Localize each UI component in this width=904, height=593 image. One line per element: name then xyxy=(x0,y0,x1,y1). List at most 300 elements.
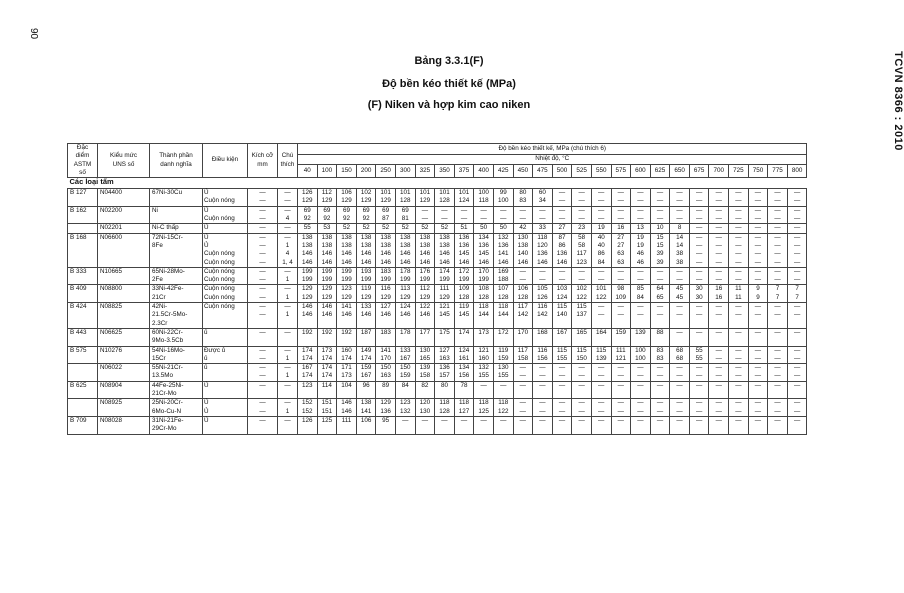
cell-value: 69 92 xyxy=(356,206,376,224)
cell-value: — xyxy=(493,416,513,434)
cell-value: 42 xyxy=(513,224,533,233)
cell-value: — — xyxy=(709,189,729,207)
cell-value: 117 142 xyxy=(513,303,533,329)
cell-value: — — xyxy=(689,206,709,224)
table-row xyxy=(68,206,807,224)
cell-value: — — xyxy=(415,206,435,224)
cell-value: 108 128 xyxy=(474,285,494,303)
cell-note: — xyxy=(278,381,298,399)
table-row xyxy=(68,233,807,267)
cell-value: 55 55 xyxy=(689,346,709,364)
section-label: Các loại tấm xyxy=(68,178,807,189)
cell-value: 19 xyxy=(591,224,611,233)
cell-value: — — xyxy=(709,267,729,285)
cell-value: — xyxy=(729,416,749,434)
cell-value: — — xyxy=(689,303,709,329)
cell-condition: Cuộn nóng xyxy=(203,303,248,329)
cell-uns: N02200 xyxy=(98,206,150,224)
cell-value: 134 136 145 146 xyxy=(474,233,494,267)
header-strength: Độ bền kéo thiết kế, MPa (chú thích 6) xyxy=(298,144,807,155)
cell-value: — xyxy=(552,381,572,399)
cell-value: 111 xyxy=(337,416,357,434)
cell-value: — — xyxy=(435,206,455,224)
cell-value: 119 129 xyxy=(356,285,376,303)
cell-composition: 60Ni-22Cr- 9Mo-3.5Cb xyxy=(150,328,203,346)
temperature-col: 650 xyxy=(670,165,690,178)
cell-value: 69 81 xyxy=(395,206,415,224)
cell-value: — xyxy=(768,328,788,346)
cell-value: — xyxy=(435,416,455,434)
cell-value: — — xyxy=(787,303,807,329)
cell-value: 119 145 xyxy=(454,303,474,329)
cell-value: — — xyxy=(670,206,690,224)
cell-composition: 65Ni-28Mo- 2Fe xyxy=(150,267,203,285)
cell-value: — xyxy=(729,328,749,346)
cell-size: — xyxy=(248,381,278,399)
cell-value: — — xyxy=(591,399,611,417)
cell-value: — — xyxy=(729,267,749,285)
cell-note: — 1 xyxy=(278,285,298,303)
cell-value: 138 141 xyxy=(356,399,376,417)
cell-value: 89 xyxy=(376,381,396,399)
cell-value: 115 150 xyxy=(572,346,592,364)
temperature-col: 500 xyxy=(552,165,572,178)
cell-value: 173 xyxy=(474,328,494,346)
cell-composition: 42Ni- 21.5Cr-5Mo- 2.3Cr xyxy=(150,303,203,329)
cell-note: — 1 4 1, 4 xyxy=(278,233,298,267)
cell-value: 111 121 xyxy=(611,346,631,364)
cell-value: 150 159 xyxy=(395,364,415,382)
cell-value: 11 11 xyxy=(729,285,749,303)
cell-value: — — xyxy=(768,206,788,224)
table-row xyxy=(68,381,807,399)
cell-size: — xyxy=(248,224,278,233)
cell-astm: B 333 xyxy=(68,267,98,285)
cell-value: — — xyxy=(552,206,572,224)
cell-value: — — xyxy=(748,303,768,329)
cell-value: — — xyxy=(689,189,709,207)
cell-value: — — xyxy=(533,206,553,224)
cell-value: — — xyxy=(650,364,670,382)
cell-condition: Ủ Ủ xyxy=(203,399,248,417)
cell-value: 118 128 xyxy=(435,399,455,417)
cell-value: — xyxy=(768,224,788,233)
cell-value: 106 128 xyxy=(513,285,533,303)
cell-value: 133 167 xyxy=(395,346,415,364)
cell-value: — xyxy=(670,328,690,346)
cell-value: — — xyxy=(533,399,553,417)
cell-value: — — xyxy=(709,206,729,224)
cell-value: 174 174 xyxy=(317,364,337,382)
cell-value: — — xyxy=(611,303,631,329)
cell-value: 178 199 xyxy=(395,267,415,285)
cell-value: — xyxy=(670,381,690,399)
temperature-col: 625 xyxy=(650,165,670,178)
cell-astm: B 709 xyxy=(68,416,98,434)
cell-value: 124 146 xyxy=(395,303,415,329)
cell-value: — — xyxy=(591,364,611,382)
cell-value: 13 xyxy=(631,224,651,233)
cell-value: — — xyxy=(670,267,690,285)
cell-value: — — xyxy=(768,399,788,417)
cell-value: 87 86 136 146 xyxy=(552,233,572,267)
temperature-col: 725 xyxy=(729,165,749,178)
cell-value: 106 xyxy=(356,416,376,434)
cell-value: — — xyxy=(611,364,631,382)
cell-value: 115 155 xyxy=(552,346,572,364)
cell-value: 118 120 136 146 xyxy=(533,233,553,267)
cell-value: 129 129 xyxy=(317,285,337,303)
cell-uns: N04400 xyxy=(98,189,150,207)
cell-condition: Ủ xyxy=(203,416,248,434)
cell-size: — — xyxy=(248,346,278,364)
cell-value: — — xyxy=(768,267,788,285)
cell-value: 52 xyxy=(356,224,376,233)
cell-value: 138 138 146 146 xyxy=(298,233,318,267)
cell-value: 52 xyxy=(415,224,435,233)
cell-value: — — xyxy=(670,364,690,382)
cell-value: 80 83 xyxy=(513,189,533,207)
cell-value: — — — — xyxy=(689,233,709,267)
cell-value: — — xyxy=(748,267,768,285)
cell-value: — xyxy=(474,381,494,399)
cell-value: 23 xyxy=(572,224,592,233)
cell-value: — — xyxy=(748,346,768,364)
cell-value: 30 30 xyxy=(689,285,709,303)
cell-value: 118 127 xyxy=(454,399,474,417)
cell-value: 127 146 xyxy=(376,303,396,329)
cell-astm: B 409 xyxy=(68,285,98,303)
cell-value: — — xyxy=(493,206,513,224)
cell-size: — xyxy=(248,328,278,346)
cell-value: — — xyxy=(572,267,592,285)
cell-uns: N08904 xyxy=(98,381,150,399)
cell-note: — — xyxy=(278,189,298,207)
cell-value: 50 xyxy=(474,224,494,233)
cell-value: 101 128 xyxy=(435,189,455,207)
cell-value: — — xyxy=(533,364,553,382)
table-number: Bảng 3.3.1(F) xyxy=(414,55,484,67)
cell-value: 102 122 xyxy=(572,285,592,303)
cell-note: — xyxy=(278,224,298,233)
cell-value: 152 152 xyxy=(298,399,318,417)
cell-value: — — xyxy=(611,399,631,417)
cell-uns: N10276 xyxy=(98,346,150,364)
cell-value: — xyxy=(729,381,749,399)
cell-value: — — xyxy=(572,189,592,207)
cell-value: — — — — xyxy=(748,233,768,267)
cell-value: 104 xyxy=(337,381,357,399)
cell-composition: 67Ni-30Cu xyxy=(150,189,203,207)
cell-note: — xyxy=(278,328,298,346)
cell-value: — — xyxy=(768,189,788,207)
cell-note: — 1 xyxy=(278,267,298,285)
cell-value: — — xyxy=(552,364,572,382)
cell-value: 138 138 146 146 xyxy=(376,233,396,267)
cell-value: — — xyxy=(474,206,494,224)
cell-value: 170 xyxy=(513,328,533,346)
cell-value: 130 138 140 146 xyxy=(513,233,533,267)
cell-value: — xyxy=(689,381,709,399)
cell-value: — xyxy=(670,416,690,434)
cell-value: 114 xyxy=(317,381,337,399)
cell-value: — — xyxy=(729,399,749,417)
cell-value: 193 199 xyxy=(356,267,376,285)
cell-value: 52 xyxy=(435,224,455,233)
cell-value: — — xyxy=(611,267,631,285)
cell-value: 16 xyxy=(611,224,631,233)
temperature-col: 775 xyxy=(768,165,788,178)
cell-value: — xyxy=(709,328,729,346)
cell-size: — — xyxy=(248,189,278,207)
cell-value: — — xyxy=(689,364,709,382)
temperature-col: 600 xyxy=(631,165,651,178)
cell-uns: N02201 xyxy=(98,224,150,233)
cell-value: — — xyxy=(709,364,729,382)
cell-uns: N08925 xyxy=(98,399,150,417)
header-size: Kích cỡ mm xyxy=(248,144,278,178)
cell-value: 8 xyxy=(670,224,690,233)
cell-value: — — xyxy=(631,189,651,207)
cell-value: — — xyxy=(670,189,690,207)
cell-value: 138 138 146 146 xyxy=(356,233,376,267)
cell-value: 69 87 xyxy=(376,206,396,224)
cell-value: 160 174 xyxy=(337,346,357,364)
table-row xyxy=(68,285,807,303)
cell-condition: Ủ Ủ Cuộn nóng Cuộn nóng xyxy=(203,233,248,267)
cell-value: — — xyxy=(650,267,670,285)
cell-value: 52 xyxy=(337,224,357,233)
cell-condition: ủ xyxy=(203,364,248,382)
cell-value: 138 138 146 146 xyxy=(435,233,455,267)
cell-value: — xyxy=(552,416,572,434)
cell-value: 149 174 xyxy=(356,346,376,364)
cell-astm xyxy=(68,224,98,233)
cell-composition: 31Ni-21Fe- 29Cr-Mo xyxy=(150,416,203,434)
cell-value: 170 199 xyxy=(474,267,494,285)
cell-value: 7 7 xyxy=(768,285,788,303)
cell-value: 187 xyxy=(356,328,376,346)
cell-value: — — xyxy=(729,189,749,207)
cell-value: — — xyxy=(787,346,807,364)
header-temperature: Nhiệt độ, °C xyxy=(298,154,807,165)
cell-value: 136 157 xyxy=(435,364,455,382)
cell-value: — xyxy=(533,416,553,434)
cell-value: — — xyxy=(631,399,651,417)
cell-value: 10 xyxy=(650,224,670,233)
temperature-col: 400 xyxy=(474,165,494,178)
cell-value: 50 xyxy=(493,224,513,233)
cell-value: 138 138 146 146 xyxy=(317,233,337,267)
temperature-col: 800 xyxy=(787,165,807,178)
cell-value: — — xyxy=(513,267,533,285)
cell-value: 129 136 xyxy=(376,399,396,417)
table-title: Độ bền kéo thiết kế (MPa) xyxy=(382,78,516,90)
cell-value: — xyxy=(650,416,670,434)
cell-size: — — xyxy=(248,399,278,417)
cell-value: 88 xyxy=(650,328,670,346)
cell-value: 117 158 xyxy=(513,346,533,364)
cell-condition: Được ủ ủ xyxy=(203,346,248,364)
cell-value: 192 xyxy=(317,328,337,346)
cell-value: 106 129 xyxy=(337,189,357,207)
temperature-col: 425 xyxy=(493,165,513,178)
cell-value: — — xyxy=(768,303,788,329)
cell-value: — xyxy=(787,328,807,346)
cell-value: 126 129 xyxy=(298,189,318,207)
cell-value: — xyxy=(572,416,592,434)
cell-value: 101 128 xyxy=(395,189,415,207)
cell-value: 178 xyxy=(395,328,415,346)
temperature-col: 450 xyxy=(513,165,533,178)
cell-value: — — xyxy=(729,346,749,364)
cell-astm xyxy=(68,364,98,382)
cell-value: — xyxy=(729,224,749,233)
header-astm: Đặc diểm ASTM số xyxy=(68,144,98,178)
cell-uns: N08028 xyxy=(98,416,150,434)
cell-astm: B 168 xyxy=(68,233,98,267)
temperature-col: 350 xyxy=(435,165,455,178)
temperature-col: 300 xyxy=(395,165,415,178)
cell-value: 82 xyxy=(415,381,435,399)
cell-value: 16 16 xyxy=(709,285,729,303)
cell-value: — — xyxy=(787,267,807,285)
cell-value: — xyxy=(493,381,513,399)
design-strength-table xyxy=(67,143,807,435)
cell-value: 125 xyxy=(317,416,337,434)
cell-value: — — xyxy=(591,206,611,224)
cell-value: — — xyxy=(591,267,611,285)
cell-value: 172 199 xyxy=(454,267,474,285)
cell-value: 167 xyxy=(552,328,572,346)
cell-value: 136 136 145 146 xyxy=(454,233,474,267)
cell-value: — xyxy=(631,416,651,434)
cell-value: — — xyxy=(631,303,651,329)
cell-value: — xyxy=(591,381,611,399)
cell-value: 123 xyxy=(298,381,318,399)
cell-value: 109 128 xyxy=(454,285,474,303)
cell-value: — xyxy=(631,381,651,399)
cell-value: 27 27 63 63 xyxy=(611,233,631,267)
temperature-col: 750 xyxy=(748,165,768,178)
cell-composition: 55Ni-21Cr- 13.5Mo xyxy=(150,364,203,382)
cell-value: 19 19 46 46 xyxy=(631,233,651,267)
cell-value: 53 xyxy=(317,224,337,233)
cell-value: — xyxy=(513,381,533,399)
cell-value: — xyxy=(709,381,729,399)
cell-value: — xyxy=(709,416,729,434)
cell-value: — — xyxy=(611,189,631,207)
cell-value: 45 45 xyxy=(670,285,690,303)
cell-uns: N08800 xyxy=(98,285,150,303)
cell-value: 100 118 xyxy=(474,189,494,207)
header-uns: Kiểu mức UNS số xyxy=(98,144,150,178)
cell-value: — — xyxy=(768,346,788,364)
cell-value: 164 xyxy=(591,328,611,346)
cell-value: 151 151 xyxy=(317,399,337,417)
cell-value: 123 132 xyxy=(395,399,415,417)
cell-value: 80 xyxy=(435,381,455,399)
cell-value: 95 xyxy=(376,416,396,434)
cell-value: 60 34 xyxy=(533,189,553,207)
cell-value: — xyxy=(768,416,788,434)
cell-value: 120 130 xyxy=(415,399,435,417)
cell-value: — — — — xyxy=(787,233,807,267)
table-row xyxy=(68,346,807,364)
temperature-col: 325 xyxy=(415,165,435,178)
temperature-col: 675 xyxy=(689,165,709,178)
cell-astm: B 162 xyxy=(68,206,98,224)
cell-value: 177 xyxy=(415,328,435,346)
temperature-col: 550 xyxy=(591,165,611,178)
cell-value: 112 129 xyxy=(415,285,435,303)
cell-value: — xyxy=(454,416,474,434)
cell-composition: 25Ni-20Cr- 6Mo-Cu-N xyxy=(150,399,203,417)
temperature-col: 200 xyxy=(356,165,376,178)
cell-composition: 44Fe-25Ni- 21Cr-Mo xyxy=(150,381,203,399)
cell-value: 138 138 146 146 xyxy=(337,233,357,267)
cell-value: — — — — xyxy=(768,233,788,267)
cell-value: 168 xyxy=(533,328,553,346)
cell-value: 101 122 xyxy=(591,285,611,303)
cell-value: — — xyxy=(552,267,572,285)
cell-value: 169 188 xyxy=(493,267,513,285)
cell-size: — — xyxy=(248,206,278,224)
cell-value: 27 xyxy=(552,224,572,233)
page-number: 90 xyxy=(28,27,40,40)
cell-value: — — xyxy=(591,189,611,207)
cell-value: 172 xyxy=(493,328,513,346)
cell-value: — — xyxy=(729,206,749,224)
cell-condition: Ủ xyxy=(203,381,248,399)
cell-value: — xyxy=(395,416,415,434)
cell-size: — — — — xyxy=(248,233,278,267)
temperature-col: 150 xyxy=(337,165,357,178)
cell-value: — xyxy=(591,416,611,434)
cell-note: — 1 xyxy=(278,364,298,382)
cell-composition: 72Ni-15Cr- 8Fe xyxy=(150,233,203,267)
table-header xyxy=(68,144,807,178)
cell-size: — — xyxy=(248,303,278,329)
cell-astm: B 127 xyxy=(68,189,98,207)
cell-condition: ủ xyxy=(203,328,248,346)
cell-value: — xyxy=(689,224,709,233)
table-row xyxy=(68,364,807,382)
cell-value: — xyxy=(787,416,807,434)
cell-value: 123 129 xyxy=(337,285,357,303)
cell-value: 52 xyxy=(395,224,415,233)
cell-value: 141 146 xyxy=(337,303,357,329)
cell-value: 159 xyxy=(611,328,631,346)
cell-value: — — xyxy=(513,399,533,417)
cell-value: — xyxy=(748,328,768,346)
cell-value: — — xyxy=(650,399,670,417)
cell-note: — 4 xyxy=(278,206,298,224)
cell-value: — xyxy=(513,416,533,434)
cell-value: — xyxy=(611,416,631,434)
cell-value: 165 xyxy=(572,328,592,346)
cell-note: — 1 xyxy=(278,399,298,417)
cell-value: 69 92 xyxy=(317,206,337,224)
cell-value: — — xyxy=(787,364,807,382)
cell-value: — xyxy=(787,224,807,233)
cell-size: — — xyxy=(248,364,278,382)
cell-value: 118 144 xyxy=(474,303,494,329)
cell-value: 192 xyxy=(337,328,357,346)
cell-value: — — xyxy=(631,267,651,285)
cell-value: 132 136 141 146 xyxy=(493,233,513,267)
cell-value: 174 199 xyxy=(435,267,455,285)
